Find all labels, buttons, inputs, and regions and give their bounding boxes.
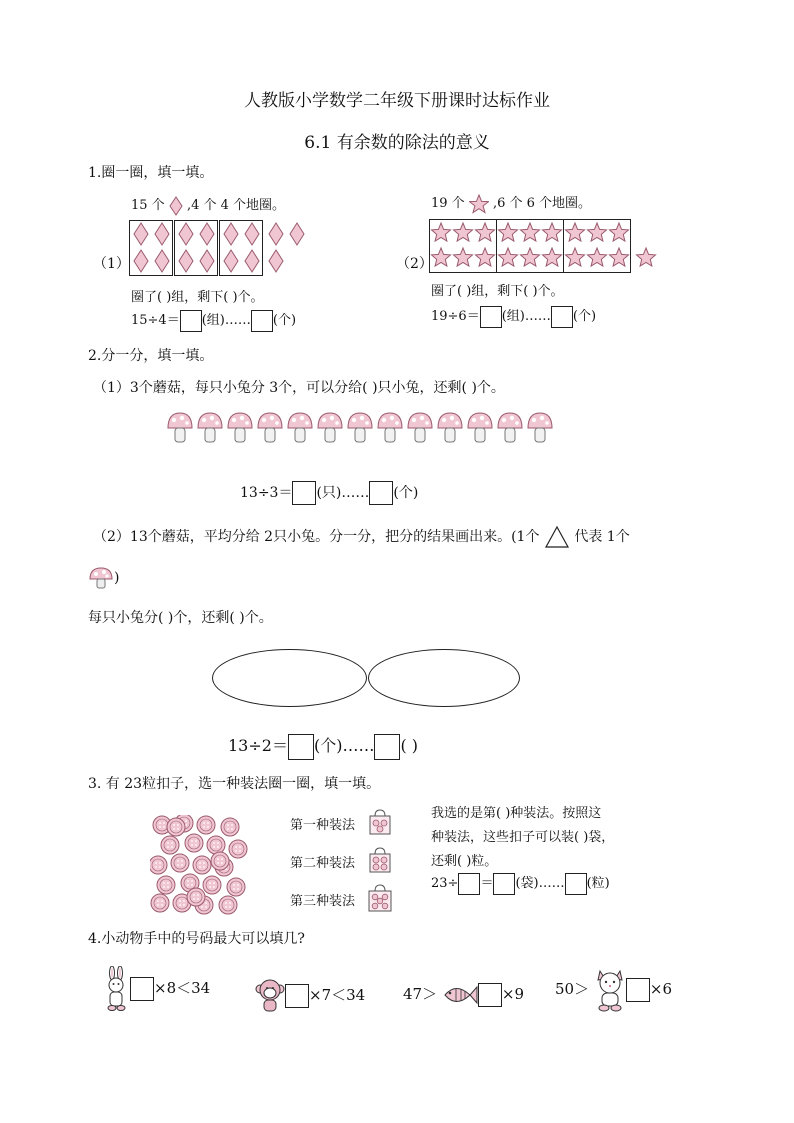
buttons-figure: [150, 815, 250, 915]
answer-box[interactable]: [292, 481, 316, 505]
q1-heading: 1.圈一圈，填一填。: [88, 165, 214, 181]
q1-part2-label: （2）: [396, 256, 433, 272]
star-icon: [476, 248, 495, 266]
mushroom-icon: [498, 413, 522, 442]
eq-text: (粒): [586, 876, 610, 891]
q2-part2-text-b: 代表 1个: [574, 529, 630, 545]
q1-part2-instr-a: 19 个: [431, 196, 465, 211]
answer-box[interactable]: [480, 306, 502, 328]
eq-text: 23÷: [431, 876, 459, 891]
answer-box[interactable]: [374, 734, 400, 760]
q1-part1-instruction: [131, 194, 285, 216]
button-icon: [150, 856, 167, 874]
q1-part1-instr-a: 15 个: [131, 198, 165, 213]
mushroom-icon: [288, 413, 312, 442]
button-icon: [171, 854, 189, 872]
diamond-icon: [224, 250, 238, 272]
diamond-icon: [290, 223, 304, 245]
button-icon: [227, 878, 245, 896]
fish-icon: [442, 981, 478, 1009]
button-icon: [187, 888, 205, 906]
answer-box[interactable]: [551, 306, 573, 328]
eq-text: ( ): [400, 736, 419, 755]
answer-box[interactable]: [565, 873, 587, 895]
q2-part2-text-a: （2）13个蘑菇，平均分给 2只小兔。分一分，把分的结果画出来。(1个: [93, 529, 540, 545]
button-icon: [161, 836, 179, 854]
button-icon: [203, 876, 221, 894]
diamond-icon: [200, 250, 214, 272]
eq-text: ×9: [501, 985, 524, 1003]
mushroom-icon: [318, 413, 342, 442]
answer-box[interactable]: [285, 984, 309, 1008]
eq-text: (个): [393, 485, 419, 501]
q2-part2-close: ): [114, 570, 120, 586]
star-icon: [499, 223, 518, 241]
diamond-icon: [224, 223, 238, 245]
page-title: 人教版小学数学二年级下册课时达标作业: [244, 91, 550, 111]
eq-text: 15÷4＝: [131, 313, 180, 328]
eq-text: ×8＜34: [154, 979, 211, 997]
mushroom-icon: [468, 413, 492, 442]
mushroom-icon: [378, 413, 402, 442]
star-icon: [454, 223, 473, 241]
star-icon: [432, 223, 451, 241]
button-icon: [185, 834, 203, 852]
monkey-icon: [255, 978, 285, 1014]
diamond-icon: [134, 250, 148, 272]
star-icon: [543, 223, 562, 241]
q2-equation-1: [240, 481, 418, 505]
rabbit-icon: [104, 966, 130, 1012]
method-3-label: 第三种装法: [290, 894, 356, 909]
diamonds-figure: [129, 220, 319, 276]
mushroom-icon: [348, 413, 372, 442]
diamond-icon: [245, 223, 259, 245]
q4-item-1: [104, 966, 210, 1012]
star-icon: [588, 248, 607, 266]
q1-part1-answer: 圈了( )组，剩下( )个。: [131, 290, 264, 305]
eq-text: (个)……: [313, 736, 375, 755]
star-icon: [588, 223, 607, 241]
q3-line-1: 我选的是第( )种装法。按照这: [431, 806, 602, 821]
mushroom-icon: [198, 413, 222, 442]
q4-heading: 4.小动物手中的号码最大可以填几?: [88, 931, 305, 947]
eq-text: (个): [572, 309, 597, 324]
method-2-label: 第二种装法: [290, 856, 356, 871]
eq-text: (个): [272, 313, 297, 328]
star-icon: [454, 248, 473, 266]
button-icon: [157, 876, 175, 894]
star-icon: [476, 223, 495, 241]
diamond-icon: [269, 250, 283, 272]
eq-text: ＝: [480, 876, 494, 891]
button-icon: [219, 896, 237, 914]
triangle-icon: [544, 525, 570, 549]
answer-box[interactable]: [251, 310, 273, 332]
eq-text: 47＞: [403, 985, 438, 1003]
cat-icon: [594, 968, 626, 1012]
diamond-icon: [134, 223, 148, 245]
star-icon: [566, 223, 585, 241]
mushroom-icon: [88, 566, 114, 590]
diamond-icon: [155, 223, 169, 245]
diamond-icon: [179, 250, 193, 272]
eq-text: (组)……: [501, 309, 551, 324]
star-icon: [543, 248, 562, 266]
answer-box[interactable]: [130, 977, 154, 1001]
q3-heading: 3. 有 23粒扣子，选一种装法圈一圈，填一填。: [88, 776, 381, 792]
eq-text: 50＞: [555, 980, 590, 998]
diamond-icon: [269, 223, 283, 245]
bag-icon: [366, 846, 394, 874]
mushroom-icon: [408, 413, 432, 442]
button-icon: [167, 818, 185, 836]
diamond-icon: [155, 250, 169, 272]
eq-text: (组)……: [201, 313, 251, 328]
q3-line-2: 种装法，这些扣子可以装( )袋，: [431, 830, 615, 845]
star-icon: [521, 248, 540, 266]
mushroom-icon: [258, 413, 282, 442]
star-icon: [432, 248, 451, 266]
mushroom-icon: [168, 413, 192, 442]
q2-part2-legend: [88, 566, 119, 590]
button-icon: [151, 894, 169, 912]
mushroom-icon: [228, 413, 252, 442]
q1-part2-instr-b: ,6 个 6 个地圈。: [492, 196, 592, 211]
eq-text: (只)……: [316, 485, 370, 501]
answer-box[interactable]: [458, 873, 480, 895]
eq-text: ×7＜34: [309, 986, 366, 1004]
q1-part1-equation: [131, 309, 296, 332]
answer-box[interactable]: [180, 310, 202, 332]
star-icon: [469, 194, 489, 214]
button-icon: [207, 836, 225, 854]
eq-text: 13÷2＝: [228, 736, 288, 755]
star-icon: [566, 248, 585, 266]
diamond-icon: [200, 223, 214, 245]
answer-box[interactable]: [478, 983, 502, 1007]
button-icon: [197, 816, 215, 834]
page-subtitle: 6.1 有余数的除法的意义: [304, 133, 490, 153]
mushroom-icon: [438, 413, 462, 442]
q4-item-2: [255, 978, 365, 1014]
drawing-area-left[interactable]: [212, 649, 367, 707]
q3-equation: [431, 872, 610, 895]
q4-item-4: [555, 968, 672, 1012]
drawing-area-right[interactable]: [368, 649, 520, 707]
diamond-icon: [179, 223, 193, 245]
mushrooms-figure: [166, 410, 566, 448]
star-icon: [637, 248, 656, 266]
method-1-label: 第一种装法: [290, 818, 356, 833]
answer-box[interactable]: [493, 873, 515, 895]
q2-part2-text: [93, 525, 630, 549]
q4-item-3: [403, 981, 524, 1009]
button-icon: [229, 840, 247, 858]
button-icon: [211, 852, 229, 870]
bag-icon: [366, 883, 394, 913]
q2-heading: 2.分一分，填一填。: [88, 348, 214, 364]
answer-box[interactable]: [369, 481, 393, 505]
star-icon: [610, 223, 629, 241]
eq-text: (袋)……: [515, 876, 565, 891]
eq-text: ×6: [649, 980, 672, 998]
q2-part1-text: （1）3个蘑菇，每只小兔分 3个，可以分给( )只小兔，还剩( )个。: [93, 380, 505, 396]
answer-box[interactable]: [288, 734, 314, 760]
star-icon: [521, 223, 540, 241]
q1-part2-answer: 圈了( )组，剩下( )个。: [431, 284, 564, 299]
diamond-icon: [245, 250, 259, 272]
q1-part1-label: （1）: [93, 256, 130, 272]
q3-line-3: 还剩( )粒。: [431, 854, 498, 869]
diamond-icon: [169, 196, 183, 216]
q2-equation-2: [228, 733, 418, 760]
eq-text: 19÷6＝: [431, 309, 480, 324]
eq-text: 13÷3＝: [240, 485, 293, 501]
q2-part2-answer: 每只小兔分( )个，还剩( )个。: [88, 610, 273, 626]
q1-part1-instr-b: ,4 个 4 个地圈。: [186, 198, 286, 213]
bag-icon: [366, 808, 394, 836]
mushroom-icon: [528, 413, 552, 442]
stars-figure: [429, 219, 659, 273]
button-icon: [193, 856, 211, 874]
q1-part2-equation: [431, 305, 596, 328]
star-icon: [610, 248, 629, 266]
answer-box[interactable]: [626, 978, 650, 1002]
q1-part2-instruction: [431, 192, 591, 214]
button-icon: [221, 818, 239, 836]
star-icon: [499, 248, 518, 266]
